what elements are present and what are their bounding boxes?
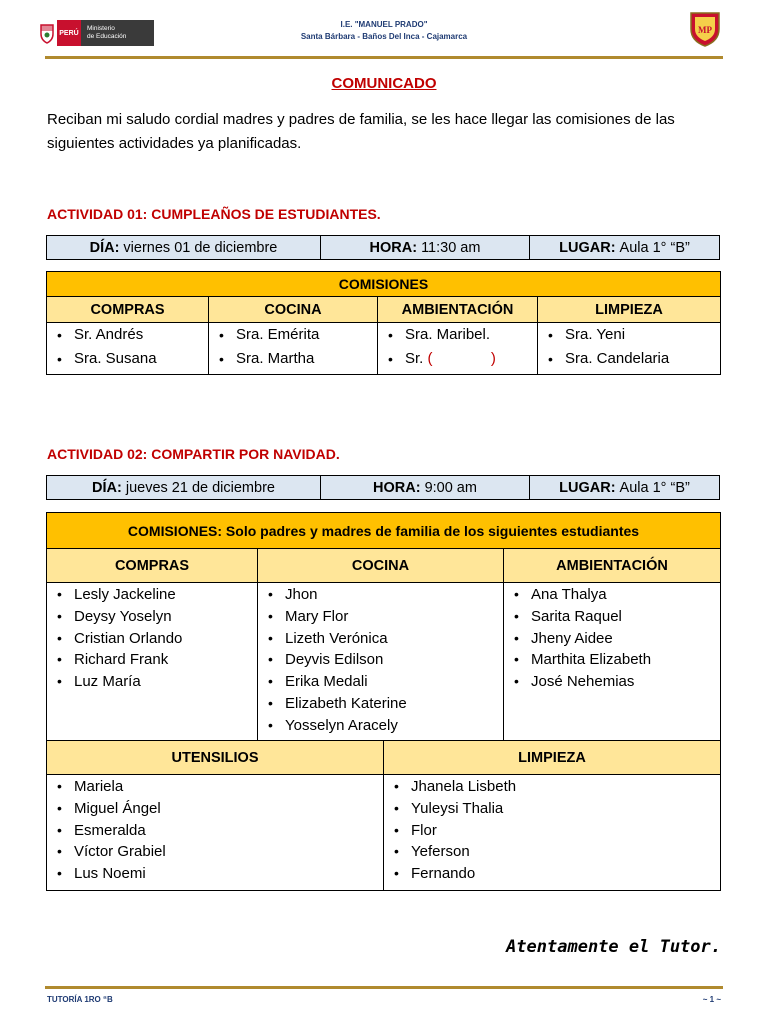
list-item: • Sr. Andrés bbox=[47, 323, 208, 347]
list-item: • Fernando bbox=[384, 863, 720, 885]
list-item: • José Nehemias bbox=[504, 671, 720, 693]
svg-text:MP: MP bbox=[698, 25, 712, 35]
list-item: • Luz María bbox=[47, 671, 257, 693]
column-header-cocina: COCINA bbox=[209, 297, 378, 322]
list-item: • Sra. Emérita bbox=[209, 323, 377, 347]
activity-2-time: HORA: 9:00 am bbox=[321, 476, 530, 499]
commissions-title: COMISIONES bbox=[47, 272, 720, 297]
activity-2-info-bar bbox=[46, 475, 720, 500]
blank-placeholder: ( ) bbox=[427, 350, 496, 367]
list-item: • Erika Medali bbox=[258, 671, 503, 693]
list-item: • Deyvis Edilson bbox=[258, 649, 503, 671]
column-ambientacion bbox=[504, 583, 720, 740]
column-header-limpieza: LIMPIEZA bbox=[518, 749, 586, 766]
activity-2-place: LUGAR: Aula 1° “B” bbox=[559, 479, 690, 496]
list-item: • Sarita Raquel bbox=[504, 606, 720, 628]
list-item: • Lizeth Verónica bbox=[258, 628, 503, 650]
column-header-ambientacion: AMBIENTACIÓN bbox=[556, 557, 668, 574]
list-item: • Lesly Jackeline bbox=[47, 584, 257, 606]
list-item: • Yuleysi Thalia bbox=[384, 798, 720, 820]
column-header-compras: COMPRAS bbox=[47, 297, 209, 322]
list-item: • Esmeralda bbox=[47, 820, 383, 842]
column-header-limpieza: LIMPIEZA bbox=[595, 301, 663, 318]
column-limpieza bbox=[538, 323, 720, 374]
activity-2-commissions-table bbox=[46, 512, 721, 891]
list-item: • Yosselyn Aracely bbox=[258, 715, 503, 737]
signature: Atentamente el Tutor. bbox=[506, 937, 721, 957]
activity-1-time: HORA: 11:30 am bbox=[321, 236, 530, 259]
activity-1-commissions-table bbox=[46, 271, 721, 375]
column-cocina bbox=[258, 583, 504, 740]
school-header bbox=[0, 19, 768, 43]
list-item: • Elizabeth Katerine bbox=[258, 693, 503, 715]
list-item: • Víctor Grabiel bbox=[47, 841, 383, 863]
school-badge-icon bbox=[688, 11, 722, 47]
column-header-utensilios: UTENSILIOS bbox=[47, 741, 384, 774]
list-item: • Deysy Yoselyn bbox=[47, 606, 257, 628]
list-item: • Sra. Susana bbox=[47, 347, 208, 371]
intro-paragraph: Reciban mi saludo cordial madres y padres de familia, se les hace llegar las comisiones de las siguientes actividades ya planificadas. bbox=[47, 111, 675, 152]
list-item: • Miguel Ángel bbox=[47, 798, 383, 820]
page-title: COMUNICADO bbox=[331, 75, 437, 92]
list-item: • Sra. Martha bbox=[209, 347, 377, 371]
list-item: • Sr. ( ) bbox=[378, 347, 537, 371]
list-item: • Sra. Yeni bbox=[538, 323, 720, 347]
list-item: • Sra. Maribel. bbox=[378, 323, 537, 347]
footer-label: TUTORÍA 1RO “B bbox=[47, 995, 113, 1004]
column-header-cocina: COCINA bbox=[258, 549, 504, 582]
list-item: • Mary Flor bbox=[258, 606, 503, 628]
column-header-compras: COMPRAS bbox=[47, 549, 258, 582]
column-compras bbox=[47, 583, 258, 740]
list-item: • Cristian Orlando bbox=[47, 628, 257, 650]
column-utensilios bbox=[47, 775, 384, 890]
peru-label: PERÚ bbox=[57, 20, 81, 46]
commissions-title: COMISIONES: Solo padres y madres de familia de los siguientes estudiantes bbox=[47, 513, 720, 549]
list-item: • Richard Frank bbox=[47, 649, 257, 671]
list-item: • Mariela bbox=[47, 776, 383, 798]
list-item: • Marthita Elizabeth bbox=[504, 649, 720, 671]
activity-1-place: LUGAR: Aula 1° “B” bbox=[559, 239, 690, 256]
footer-rule bbox=[45, 986, 723, 989]
list-item: • Yeferson bbox=[384, 841, 720, 863]
activity-1-day: DÍA: viernes 01 de diciembre bbox=[47, 236, 321, 259]
school-location: Santa Bárbara - Baños Del Inca - Cajamarca bbox=[300, 32, 468, 41]
column-cocina bbox=[209, 323, 378, 374]
list-item: • Sra. Candelaria bbox=[538, 347, 720, 371]
list-item: • Jhanela Lisbeth bbox=[384, 776, 720, 798]
column-ambientacion bbox=[378, 323, 538, 374]
column-header-ambientacion: AMBIENTACIÓN bbox=[378, 297, 538, 322]
list-item: • Ana Thalya bbox=[504, 584, 720, 606]
school-name: I.E. "MANUEL PRADO" bbox=[340, 20, 428, 29]
activity-2-day: DÍA: jueves 21 de diciembre bbox=[47, 476, 321, 499]
header-rule bbox=[45, 56, 723, 59]
list-item: • Lus Noemi bbox=[47, 863, 383, 885]
list-item: • Jhon bbox=[258, 584, 503, 606]
activity-2-heading: ACTIVIDAD 02: COMPARTIR POR NAVIDAD. bbox=[47, 446, 340, 462]
activity-1-heading: ACTIVIDAD 01: CUMPLEAÑOS DE ESTUDIANTES. bbox=[47, 206, 381, 222]
column-limpieza bbox=[384, 775, 720, 890]
page-number: ~ 1 ~ bbox=[702, 995, 721, 1004]
list-item: • Flor bbox=[384, 820, 720, 842]
column-compras bbox=[47, 323, 209, 374]
list-item: • Jheny Aidee bbox=[504, 628, 720, 650]
ministry-label: Ministerio de Educación bbox=[81, 20, 154, 46]
activity-1-info-bar bbox=[46, 235, 720, 260]
